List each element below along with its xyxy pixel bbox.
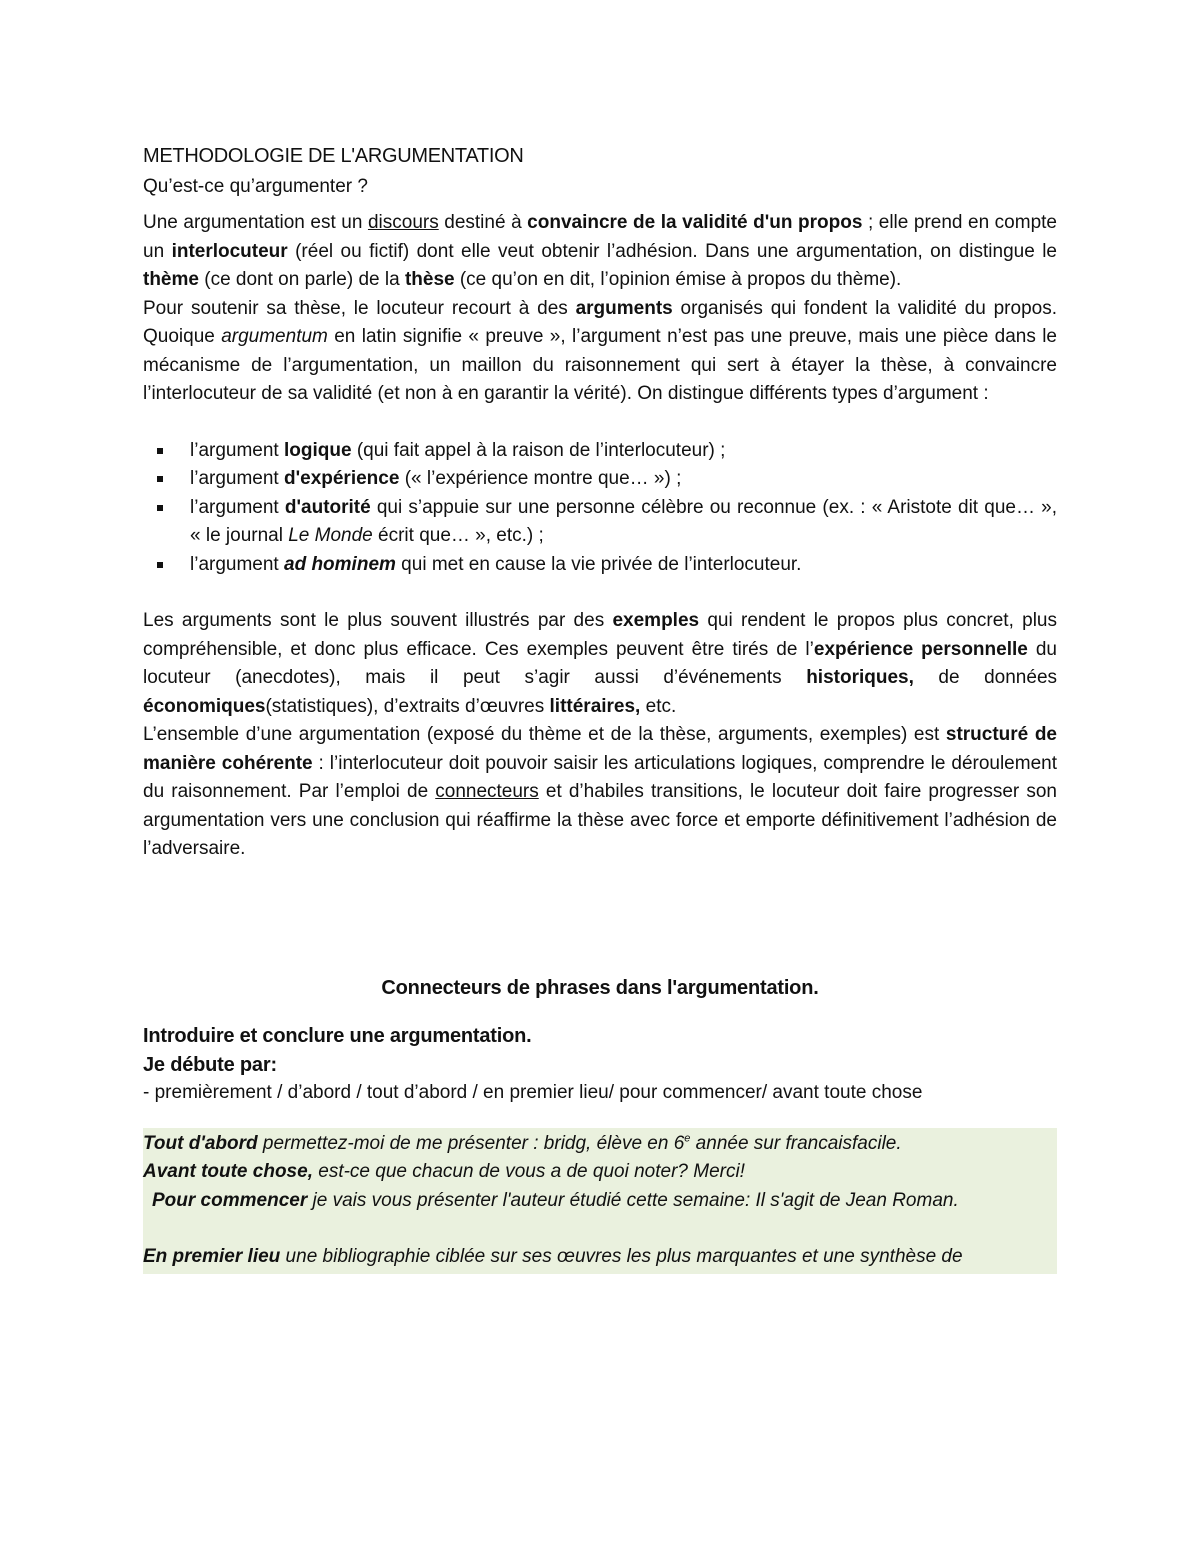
paragraph-examples: Les arguments sont le plus souvent illustrés par des exemples qui rendent le propos plus concret, plus compréhensible, et donc plus efficace. Ces exemples peuvent être tirés de l’expérience personnelle du locuteur (anecdotes), mais il peut s’agir aussi d’événements historiques, de données économiques(statistiques), d’extraits d’œuvres littéraires, etc. [143, 610, 1058, 717]
example-line: Pour commencer je vais vous présenter l'auteur étudié cette semaine: Il s'agit de Jean Roman. [152, 1189, 959, 1211]
paragraph-structure: L’ensemble d’une argumentation (exposé du thème et de la thèse, arguments, exemples) est structuré de manière cohérente : l’interlocuteur doit pouvoir saisir les articulations logiques, comprendre le déroulement du raisonnement. Par l’emploi de connecteurs et d’habiles transitions, le locuteur doit faire progresser son argumentation vers une conclusion qui réaffirme la thèse avec force et emporte définitivement l’adhésion de l’adversaire. [143, 724, 1057, 859]
paragraph-arguments: Pour soutenir sa thèse, le locuteur recourt à des arguments organisés qui fondent la validité du propos. Quoique argumentum en latin signifie « preuve », l’argument n’est pas une preuve, mais une pièce dans le mécanisme de l’argumentation, un maillon du raisonnement qui sert à étayer la thèse, à convaincre l’interlocuteur de sa validité (et non à en garantir la vérité). On distingue différents types d’argument : [143, 297, 1057, 404]
example-line: En premier lieu une bibliographie ciblée sur ses œuvres les plus marquantes et une synthèse de [143, 1246, 963, 1267]
example-line: Tout d'abord permettez-moi de me présenter : bridg, élève en 6e année sur francaisfacile. [143, 1132, 902, 1154]
subtitle: Qu’est-ce qu’argumenter ? [143, 175, 368, 197]
list-item: l’argument ad hominem qui met en cause la vie privée de l’interlocuteur. [143, 551, 1057, 580]
connector-list: - premièrement / d’abord / tout d’abord / en premier lieu/ pour commencer/ avant toute chose [143, 1082, 923, 1103]
bold-term: arguments [575, 297, 673, 319]
page-title: METHODOLOGIE DE L'ARGUMENTATION [143, 145, 524, 167]
italic-term: argumentum [221, 326, 328, 347]
argument-types-list [143, 437, 1057, 580]
list-item: l’argument d'expérience (« l’expérience montre que… ») ; [143, 465, 1057, 494]
underlined-discours: discours [367, 212, 439, 233]
example-line: Avant toute chose, est-ce que chacun de vous a de quoi noter? Merci! [143, 1161, 745, 1182]
examples-box [143, 1128, 1057, 1274]
underlined-connecteurs: connecteurs [435, 781, 539, 802]
list-item: l’argument d'autorité qui s’appuie sur une personne célèbre ou reconnue (ex. : « Aristote dit que… », « le journal Le Monde écrit que… », etc.) ; [143, 494, 1057, 551]
section-title: Connecteurs de phrases dans l'argumentation. [381, 976, 819, 999]
bold-term: interlocuteur [171, 240, 288, 262]
document-body [143, 142, 1057, 1274]
paragraph-definition: Une argumentation est un discours destiné à convaincre de la validité d'un propos ; elle prend en compte un interlocuteur (réel ou fictif) dont elle veut obtenir l’adhésion. Dans une argumentation, on distingue le thème (ce dont on parle) de la thèse (ce qu’on en dit, l’opinion émise à propos du thème). [143, 212, 1057, 290]
bold-term: thèse [404, 269, 455, 290]
subheading-intro: Introduire et conclure une argumentation. [143, 1025, 532, 1047]
list-item: l’argument logique (qui fait appel à la raison de l’interlocuteur) ; [143, 437, 1057, 466]
bold-term: convaincre de la validité d'un propos [527, 212, 863, 233]
bold-term: thème [143, 269, 199, 290]
subheading-debut: Je débute par: [143, 1053, 277, 1076]
